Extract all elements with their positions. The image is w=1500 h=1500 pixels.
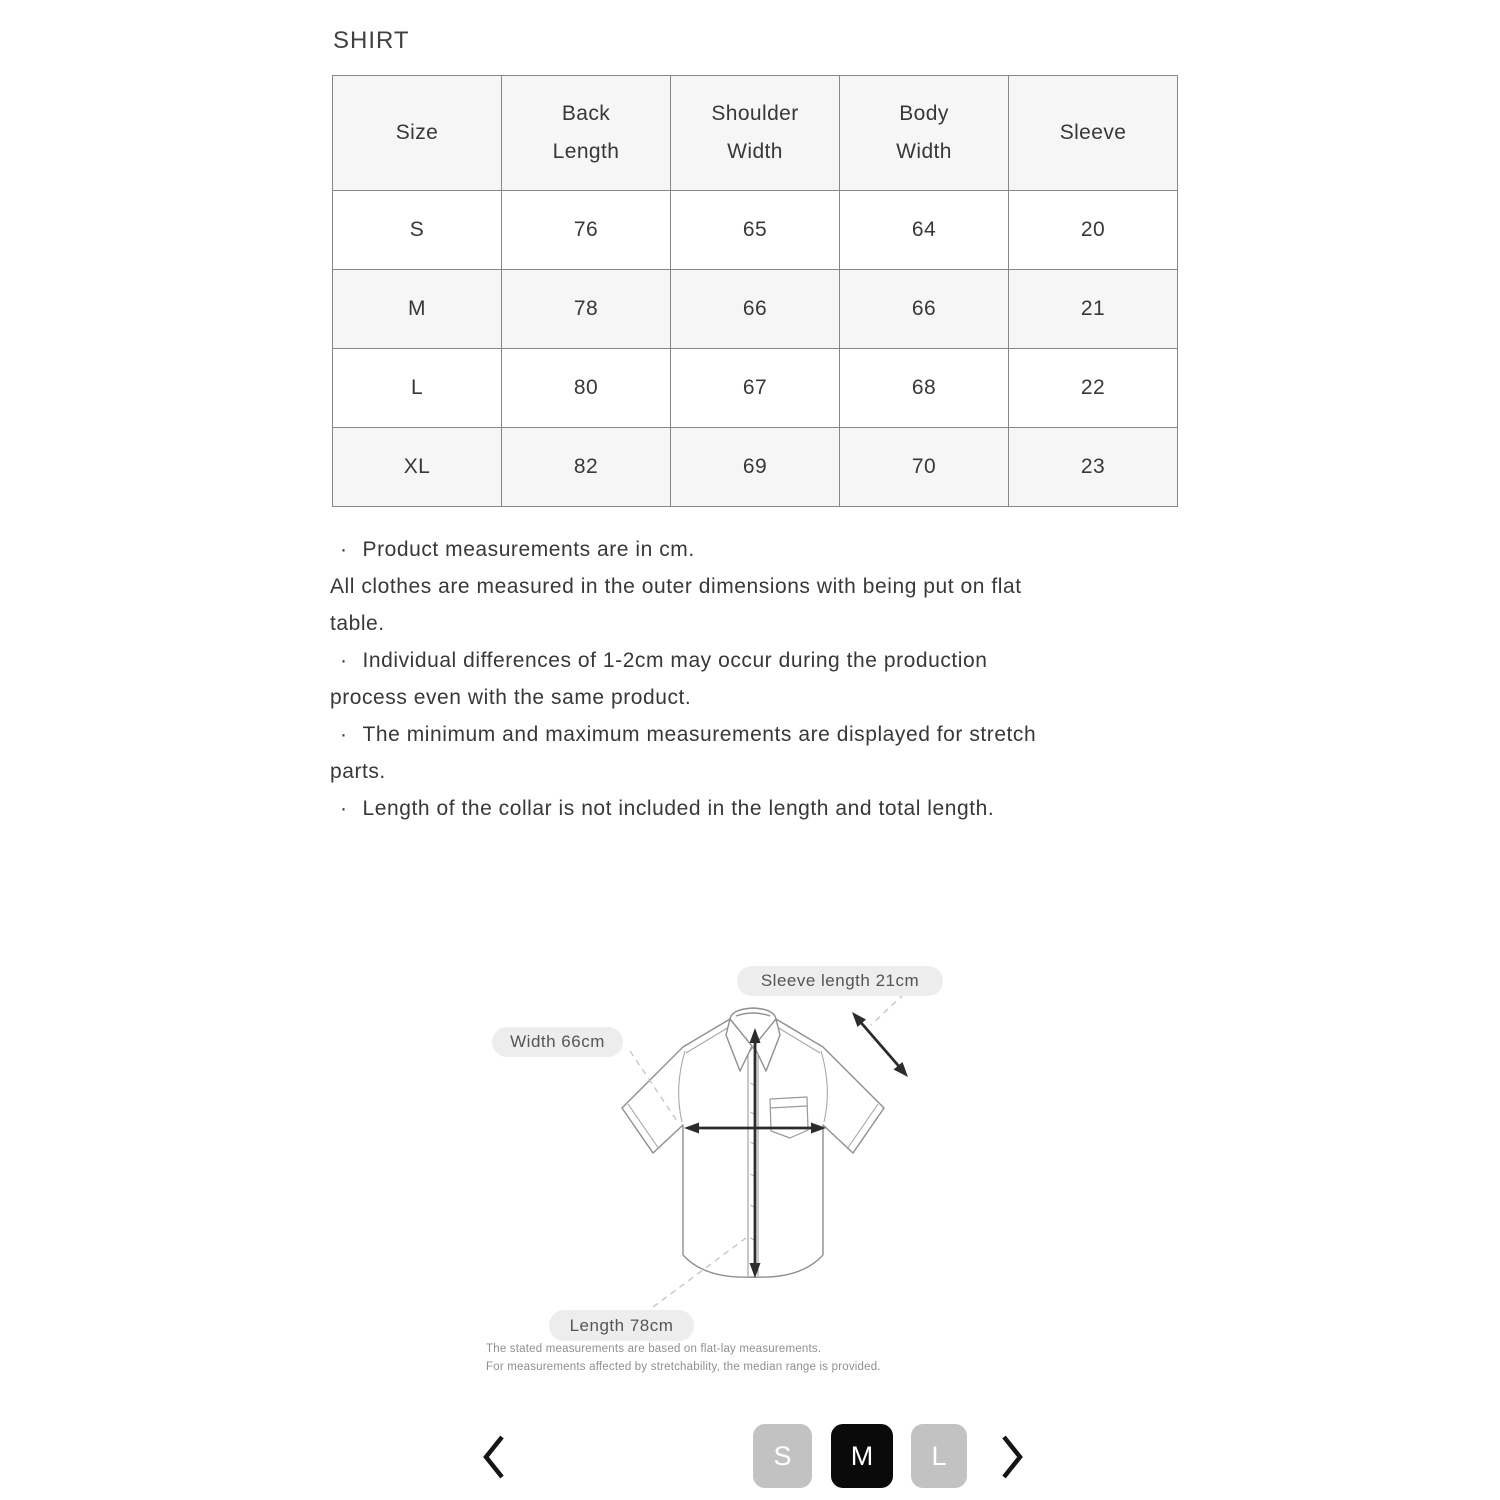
size-table	[332, 75, 1178, 507]
fine-print	[486, 1341, 881, 1376]
width-label: Width 66cm	[492, 1027, 623, 1057]
size-option-m[interactable]: M	[831, 1424, 893, 1488]
cell-body-width: 66	[840, 270, 1009, 349]
column-header-body-width: Body Width	[840, 76, 1009, 191]
cell-shoulder-width: 66	[671, 270, 840, 349]
bullet: ·	[340, 649, 348, 672]
note-line	[330, 605, 1190, 642]
column-header-shoulder-width: Shoulder Width	[671, 76, 840, 191]
cell-back-length: 82	[502, 428, 671, 507]
cell-size: M	[333, 270, 502, 349]
note-line	[330, 753, 1190, 790]
cell-shoulder-width: 69	[671, 428, 840, 507]
table-row-l	[333, 349, 1178, 428]
bullet: ·	[340, 797, 348, 820]
table-row-m	[333, 270, 1178, 349]
cell-body-width: 70	[840, 428, 1009, 507]
cell-back-length: 80	[502, 349, 671, 428]
cell-back-length: 78	[502, 270, 671, 349]
note-line	[330, 568, 1190, 605]
note-text: process even with the same product.	[330, 686, 692, 709]
fine-print-line: The stated measurements are based on flat-lay measurements.	[486, 1343, 822, 1355]
table-row-xl	[333, 428, 1178, 507]
bullet: ·	[340, 723, 348, 746]
note-text: Product measurements are in cm.	[362, 538, 695, 561]
cell-sleeve: 22	[1009, 349, 1178, 428]
cell-back-length: 76	[502, 191, 671, 270]
note-text: Individual differences of 1-2cm may occur during the production	[362, 649, 988, 672]
cell-shoulder-width: 65	[671, 191, 840, 270]
note-text: parts.	[330, 760, 386, 783]
cell-sleeve: 21	[1009, 270, 1178, 349]
cell-body-width: 64	[840, 191, 1009, 270]
fine-print-line: For measurements affected by stretchability, the median range is provided.	[486, 1360, 881, 1373]
sleeve-length-label: Sleeve length 21cm	[737, 966, 943, 996]
column-header-back-length: Back Length	[502, 76, 671, 191]
note-line	[330, 531, 1190, 568]
cell-size: S	[333, 191, 502, 270]
column-header-sleeve: Sleeve	[1009, 76, 1178, 191]
note-text: table.	[330, 612, 385, 635]
page-title: SHIRT	[333, 27, 410, 54]
length-label: Length 78cm	[549, 1310, 694, 1341]
note-text: Length of the collar is not included in the length and total length.	[362, 797, 995, 820]
chevron-right-icon	[996, 1432, 1028, 1482]
cell-size: L	[333, 349, 502, 428]
note-line	[330, 642, 1190, 679]
note-text: The minimum and maximum measurements are displayed for stretch	[362, 723, 1037, 746]
note-line	[330, 790, 1190, 827]
cell-sleeve: 23	[1009, 428, 1178, 507]
chevron-left-icon	[478, 1432, 510, 1482]
note-text: All clothes are measured in the outer dimensions with being put on flat	[330, 575, 1022, 598]
cell-body-width: 68	[840, 349, 1009, 428]
previous-arrow-button[interactable]	[478, 1432, 510, 1482]
column-header-size: Size	[333, 76, 502, 191]
note-line	[330, 716, 1190, 753]
cell-sleeve: 20	[1009, 191, 1178, 270]
cell-shoulder-width: 67	[671, 349, 840, 428]
table-header-row	[333, 76, 1178, 191]
measurement-notes	[330, 531, 1190, 827]
bullet: ·	[340, 538, 348, 561]
note-line	[330, 679, 1190, 716]
next-arrow-button[interactable]	[996, 1432, 1028, 1482]
cell-size: XL	[333, 428, 502, 507]
table-row-s	[333, 191, 1178, 270]
size-option-l[interactable]: L	[911, 1424, 967, 1488]
size-option-s[interactable]: S	[753, 1424, 812, 1488]
